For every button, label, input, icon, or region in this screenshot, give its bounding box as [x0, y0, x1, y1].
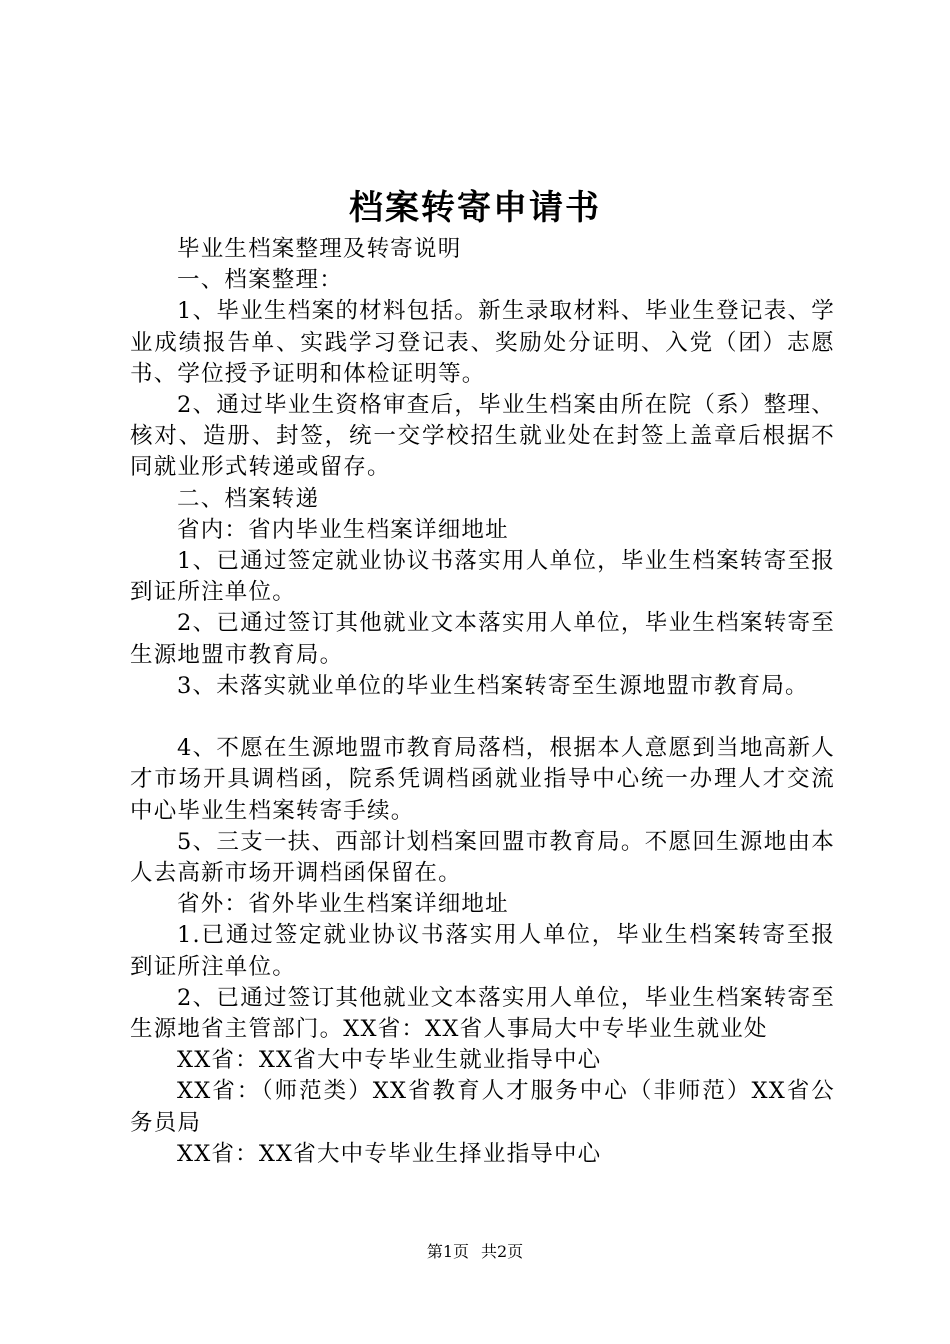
page-number: 第1页 — [426, 1242, 469, 1261]
document-title: 档案转寄申请书 — [349, 188, 601, 228]
list-item-in-province-2: 2、已通过签订其他就业文本落实用人单位，毕业生档案转寄至生源地盟市教育局。 — [130, 610, 835, 668]
address-line-3: XX省：XX省大中专毕业生择业指导中心 — [177, 1140, 602, 1167]
paragraph-intro: 毕业生档案整理及转寄说明 — [177, 236, 462, 262]
address-line-2: XX省：（师范类）XX省教育人才服务中心（非师范）XX省公务员局 — [130, 1078, 835, 1136]
subheading-in-province: 省内：省内毕业生档案详细地址 — [177, 516, 509, 543]
list-item-in-province-4: 4、不愿在生源地盟市教育局落档，根据本人意愿到当地高新人才市场开具调档函，院系凭调档函就业指导中心统一办理人才交流中心毕业生档案转寄手续。 — [130, 735, 835, 824]
document-body — [130, 234, 835, 1170]
list-item-in-province-1: 1、已通过签定就业协议书落实用人单位，毕业生档案转寄至报到证所注单位。 — [130, 548, 835, 606]
page-footer — [0, 1240, 950, 1264]
section-heading-archive-transfer: 二、档案转递 — [177, 485, 320, 512]
address-line-1: XX省：XX省大中专毕业生就业指导中心 — [177, 1047, 602, 1074]
list-item-in-province-3: 3、未落实就业单位的毕业生档案转寄至生源地盟市教育局。 — [177, 672, 809, 699]
page-total: 共2页 — [481, 1242, 524, 1261]
list-item-in-province-5: 5、三支一扶、西部计划档案回盟市教育局。不愿回生源地由本人去高新市场开调档函保留在。 — [130, 828, 835, 887]
paragraph-archive-review: 2、通过毕业生资格审查后，毕业生档案由所在院（系）整理、核对、造册、封签，统一交学校招生就业处在封签上盖章后根据不同就业形式转递或留存。 — [130, 392, 835, 481]
list-item-out-of-province-1: 1.已通过签定就业协议书落实用人单位，毕业生档案转寄至报到证所注单位。 — [130, 922, 835, 980]
subheading-out-of-province: 省外：省外毕业生档案详细地址 — [177, 891, 509, 918]
list-item-out-of-province-2: 2、已通过签订其他就业文本落实用人单位，毕业生档案转寄至生源地省主管部门。XX省：XX省人事局大中专毕业生就业处 — [130, 984, 835, 1043]
section-heading-archive-organization: 一、档案整理： — [177, 267, 343, 294]
paragraph-archive-materials: 1、毕业生档案的材料包括。新生录取材料、毕业生登记表、学业成绩报告单、实践学习登记表、奖励处分证明、入党（团）志愿书、学位授予证明和体检证明等。 — [130, 298, 835, 387]
